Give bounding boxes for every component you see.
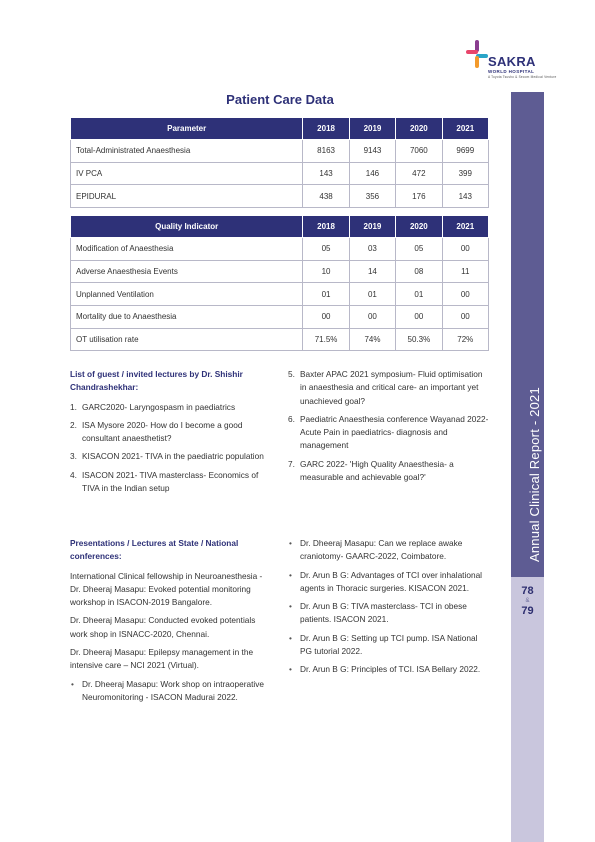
table-cell: 00 [349,306,395,329]
table-cell: 10 [303,260,349,283]
table-cell: 74% [349,328,395,351]
list-item [288,458,491,485]
table-cell: 50.3% [396,328,442,351]
table-cell: 7060 [396,140,442,163]
table-cell: 438 [303,185,349,208]
list-item-text: ISACON 2021- TIVA masterclass- Economics of TIVA in the Indian setup [82,469,259,494]
column-header: 2019 [349,118,395,140]
column-header: 2021 [442,216,488,238]
logo-wordmark: SAKRA [488,54,536,69]
table-cell: 01 [396,283,442,306]
row-label: Total-Administrated Anaesthesia [71,140,303,163]
side-bar [511,92,544,842]
bullet-item: • Dr. Dheeraj Masapu: Work shop on intraoperative Neuromonitoring - ISACON Madurai 2022. [70,678,273,705]
table-cell: 01 [303,283,349,306]
presentations-bullets-right [288,537,491,677]
table-row [71,238,489,261]
report-title-vertical: Annual Clinical Report - 2021 [527,387,542,562]
list-item-text: GARC 2022- 'High Quality Anaesthesia- a measurable and achievable goal?' [300,458,454,483]
row-label: Modification of Anaesthesia [71,238,303,261]
presentation-paragraph: International Clinical fellowship in Neuroanesthesia - Dr. Dheeraj Masapu: Evoked potential monitoring workshop in ISACON-2019 Bangalore. [70,570,263,608]
presentations-section-right [288,537,491,682]
table-cell: 08 [396,260,442,283]
column-header: 2020 [396,216,442,238]
table-cell: 00 [442,283,488,306]
list-number: 7. [288,458,295,469]
table-row [71,140,489,163]
bullet-item: • Dr. Arun B G: Advantages of TCI over inhalational agents in Thoracic surgeries. KISACON 2021. [288,569,491,596]
lectures-heading: List of guest / invited lectures by Dr. Shishir Chandrashekhar: [70,369,243,393]
table-cell: 05 [303,238,349,261]
row-label: EPIDURAL [71,185,303,208]
list-item [288,413,491,453]
table-row [71,162,489,185]
list-item-text: Baxter APAC 2021 symposium- Fluid optimisation in anaesthesia and critical care- an important yet unachieved goal? [300,369,483,406]
page-number-ampersand: & [525,598,530,604]
table-cell: 399 [442,162,488,185]
lectures-list [70,401,273,496]
row-label: IV PCA [71,162,303,185]
column-header: 2021 [442,118,488,140]
table-cell: 00 [442,306,488,329]
row-label: Unplanned Ventilation [71,283,303,306]
list-number: 3. [70,451,77,462]
page-number-right: 79 [521,605,534,617]
lectures-section-right [288,368,491,489]
list-item [70,469,273,496]
lectures-section-left [70,368,273,500]
quality-indicator-table [70,215,489,351]
table-cell: 143 [442,185,488,208]
list-number: 1. [70,401,77,412]
table-cell: 11 [442,260,488,283]
list-number: 6. [288,413,295,424]
table-row [71,260,489,283]
list-item [288,368,491,408]
row-label: OT utilisation rate [71,328,303,351]
table-row [71,185,489,208]
bullet-item: • Dr. Arun B G: Setting up TCI pump. ISA National PG tutorial 2022. [288,632,491,659]
list-item-text: KISACON 2021- TIVA in the paediatric population [82,451,264,462]
list-item-text: ISA Mysore 2020- How do I become a good consultant anaesthetist? [82,419,243,444]
row-label: Adverse Anaesthesia Events [71,260,303,283]
table-cell: 176 [396,185,442,208]
table-cell: 146 [349,162,395,185]
sakra-logo [466,40,557,84]
bullet-item: • Dr. Arun B G: TIVA masterclass- TCI in obese patients. ISACON 2021. [288,600,491,627]
column-header: Parameter [71,118,303,140]
list-number: 2. [70,419,77,430]
table-header-row [71,118,489,140]
bullet-item: • Dr. Arun B G: Principles of TCI. ISA Bellary 2022. [288,663,491,676]
table-cell: 143 [303,162,349,185]
column-header: 2019 [349,216,395,238]
column-header: 2020 [396,118,442,140]
list-item [70,401,273,414]
table-row [71,283,489,306]
parameter-table [70,117,489,208]
presentations-heading: Presentations / Lectures at State / National conferences: [70,538,239,562]
table-cell: 72% [442,328,488,351]
bullet-item: • Dr. Dheeraj Masapu: Can we replace awake craniotomy- GAARC-2022, Coimbatore. [288,537,491,564]
table-header-row [71,216,489,238]
table-cell: 03 [349,238,395,261]
logo-tagline: A Toyota Tsusho & Secom Medical Venture [488,75,557,79]
table-cell: 8163 [303,140,349,163]
column-header: Quality Indicator [71,216,303,238]
table-cell: 356 [349,185,395,208]
list-number: 5. [288,369,295,379]
table-cell: 9143 [349,140,395,163]
table-cell: 71.5% [303,328,349,351]
logo-mark-icon [466,40,488,70]
presentation-paragraph: Dr. Dheeraj Masapu: Epilepsy management in the intensive care – NCI 2021 (Virtual). [70,647,254,671]
column-header: 2018 [303,118,349,140]
page-numbers [511,585,544,618]
list-item [70,419,273,446]
page-title: Patient Care Data [226,92,334,107]
column-header: 2018 [303,216,349,238]
table-cell: 01 [349,283,395,306]
lectures-list-continued [288,368,491,484]
list-item-text: GARC2020- Laryngospasm in paediatrics [82,401,236,412]
table-cell: 14 [349,260,395,283]
table-cell: 9699 [442,140,488,163]
logo-subtitle: WORLD HOSPITAL [488,69,535,74]
table-cell: 05 [396,238,442,261]
page-number-left: 78 [521,585,534,597]
table-row [71,328,489,351]
list-number: 4. [70,469,77,480]
table-cell: 472 [396,162,442,185]
table-row [71,306,489,329]
presentation-paragraph: Dr. Dheeraj Masapu: Conducted evoked potentials work shop in ISNACC-2020, Chennai. [70,615,256,639]
row-label: Mortality due to Anaesthesia [71,306,303,329]
list-item [70,450,273,463]
table-cell: 00 [396,306,442,329]
table-cell: 00 [303,306,349,329]
table-cell: 00 [442,238,488,261]
presentations-section-left [70,537,273,709]
list-item-text: Paediatric Anaesthesia conference Wayanad 2022- Acute Pain in paediatrics- diagnosis and management [300,413,489,451]
presentations-bullets-left [70,678,273,705]
